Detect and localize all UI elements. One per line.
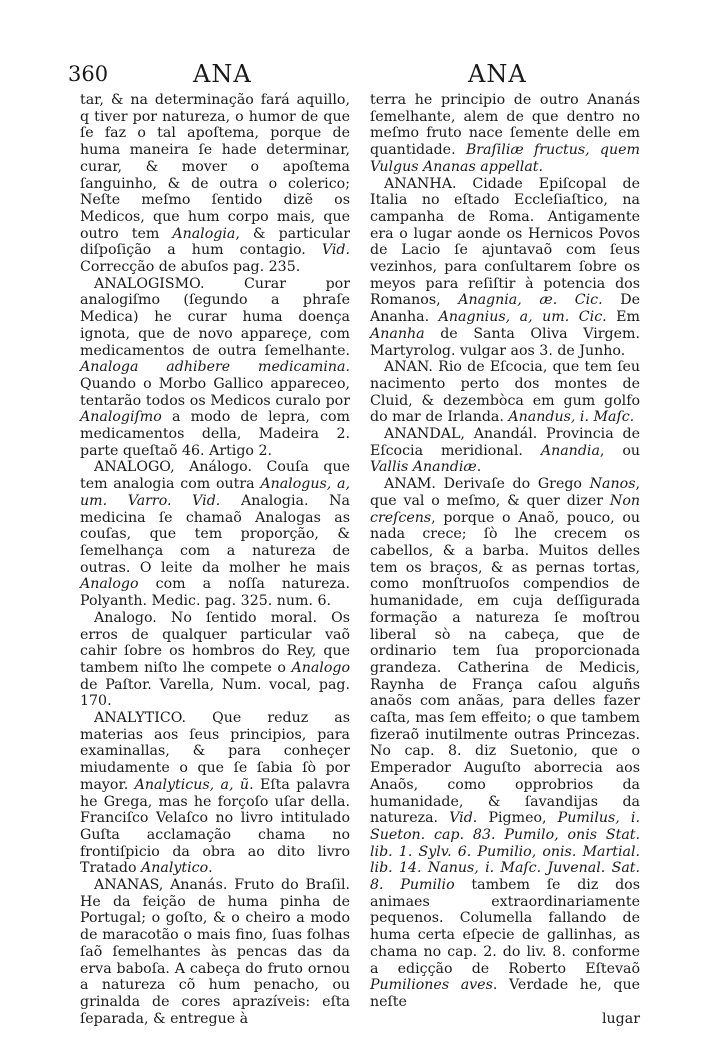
entry-text: Correcção de abuſos pag. 235. xyxy=(80,259,301,276)
entry-text: ANANDAL, Anandál. Provincia de Eſcocia meridional. xyxy=(370,426,640,459)
entry-text xyxy=(172,493,193,509)
dictionary-entry xyxy=(80,276,350,460)
entry-text: Analogo. No ſentido moral. Os erros de qualquer particular vaõ cahir ſobre os hombros do Rey, que tambem niſto lhe compete o xyxy=(80,609,350,676)
italic-latin-text: Ananha xyxy=(370,325,425,342)
entry-text: Pigmeo, xyxy=(477,810,558,827)
italic-latin-text: Pumilus, i. Sueton. cap. 83. Pumilo, onis Stat. lib. 1. Sylv. 6. Pumilio, onis. Martial. lib. 14. Nanus, i. Maſc. Juvenal. Sat. 8. Pumilio xyxy=(370,810,640,894)
entry-text: lugar xyxy=(602,1010,640,1027)
italic-latin-text: Analoga adhibere medicamina. xyxy=(80,359,350,376)
entry-text: ANANHA. Cidade Epiſcopal de Italia no eſtado Eccleſiaſtico, na campanha de Roma. Antigamente era o lugar aonde os Hernicos Povos de Lacio ſe ajuntavaõ com ſeus vezinhos, para conſultarem ſobre os meyos para reſiſtir à potencia dos Romanos, xyxy=(370,175,640,309)
italic-latin-text: Vid. xyxy=(321,242,350,259)
entry-text: ANAN. Rio de Eſcocia, que tem ſeu nacimento perto dos montes de Cluid, & dezembòca em gum golfo do mar de Irlanda. xyxy=(370,359,640,426)
italic-latin-text: Vallis Anandiæ xyxy=(370,459,477,476)
italic-latin-text: Non creſcens xyxy=(370,492,640,526)
entry-text: , ou xyxy=(599,442,641,459)
dictionary-entry xyxy=(80,877,350,1027)
italic-latin-text: Analogus, a, um. Varro. xyxy=(80,476,350,509)
entry-text: . xyxy=(208,860,213,877)
italic-latin-text: Vid. xyxy=(192,492,221,509)
entry-text: ANALYTICO. Que reduz as materias aos ſeus principios, para examinallas, & para conheçer miudamente o que ſe ſabia ſò por mayor. xyxy=(80,710,350,793)
page-number: 360 xyxy=(68,62,109,86)
entry-text: tambem ſe diz dos animaes extraordinariamente pequenos. Columella fallando de huma certa eſpecie de gallinhas, as chama no cap. 2. do liv. 8. conforme a ediçção de Roberto Eſtevaõ xyxy=(370,877,640,977)
entry-text: Analogia. Na medicina ſe chamaõ Analogas as couſas, que tem proporção, & ſemelhança com a natureza de outras. O leite da molher he mais xyxy=(80,492,350,576)
italic-latin-text: Analogo xyxy=(80,576,139,593)
entry-text: de Paſtor. Varella, Num. vocal, pag. 170. xyxy=(80,676,350,710)
italic-latin-text: Anandus, i. Maſc. xyxy=(508,409,635,426)
entry-text: ANALOGO, Análogo. Couſa que tem analogia com outra xyxy=(80,459,350,493)
italic-latin-text: Analogiſmo xyxy=(80,409,162,426)
entry-text: ANALOGISMO. Curar por analogiſmo (ſegundo a phraſe Medica) he curar huma doença ignota, que de novo appareçe, com medicamentos de outra ſemelhante. xyxy=(80,275,350,359)
entry-text: Eſta palavra he Grega, mas he forçoſo uſar della. Franciſco Velaſco no livro intitulado Guſta acclamação chama no frontiſpicio da obra ao dito livro Tratado xyxy=(80,776,350,877)
italic-latin-text: Pumiliones aves xyxy=(370,977,493,994)
italic-latin-text: Analogia xyxy=(172,225,236,242)
entry-text: , que val o meſmo, & quer dizer xyxy=(370,476,640,509)
italic-latin-text: Braſiliæ fructus, quem Vulgus Ananas appellat. xyxy=(370,142,640,175)
entry-text: , porque o Anaõ, pouco, ou nada crece; ſò lhe crecem os cabellos, & a barba. Muitos delles tem os braços, & as pernas tortas, como monſtruoſos compendios de humanidade, em cuja deſſigurada formação a natureza ſe moſtrou liberal sò na cabeça, que de ordinario tem ſua proporcionada grandeza. Catherina de Medicis, Raynha de França caſou alguñs anaõs com anãas, para delles fazer caſta, mas ſem effeito; o que tambem fizeraõ inutilmente outras Princezas. No cap. 8. diz Suetonio, que o Emperador Auguſto aborrecia aos Anaõs, como opprobrios da humanidade, & ſavandijas da natureza. xyxy=(370,509,640,827)
dictionary-entry xyxy=(80,610,350,710)
dictionary-entry xyxy=(370,176,640,360)
right-running-head: ANA xyxy=(468,60,527,88)
running-header xyxy=(68,60,648,90)
italic-latin-text: Analytico xyxy=(141,860,209,877)
entry-text: com a noſſa natureza. Polyanth. Medic. pag. 325. num. 6. xyxy=(80,576,350,610)
italic-latin-text: Anagnius, a, um. Cic. xyxy=(438,309,607,326)
left-column xyxy=(80,92,350,1027)
entry-text: De Ananha. xyxy=(370,292,640,326)
dictionary-entry xyxy=(80,710,350,877)
entry-text: ANAM. Derivaſe do Grego xyxy=(384,476,590,493)
italic-latin-text: Anandia xyxy=(540,442,600,459)
italic-latin-text: Vid. xyxy=(449,810,478,827)
left-running-head: ANA xyxy=(193,60,252,88)
catchword xyxy=(370,1011,640,1028)
dictionary-entry xyxy=(370,359,640,426)
entry-text: , & particular diſpoſição a hum contagio. xyxy=(80,225,350,259)
entry-text: a modo de lepra, com medicamentos della, Madeira 2. parte queſtaõ 46. Artigo 2. xyxy=(80,409,350,459)
entry-text: de Santa Oliva Virgem. Martyrolog. vulgar aos 3. de Junho. xyxy=(370,325,640,359)
dictionary-entry xyxy=(80,92,350,276)
right-column xyxy=(370,92,641,1027)
italic-latin-text: Nanos xyxy=(589,476,636,493)
entry-text: terra he principio de outro Ananás ſemelhante, alem de que dentro no meſmo fruto nace ſemente delle em quantidade. xyxy=(370,92,640,159)
entry-text: . Verdade he, que neſte xyxy=(370,977,641,1010)
entry-text: Em xyxy=(606,309,640,326)
dictionary-entry xyxy=(370,476,640,1011)
italic-latin-text: Analogo xyxy=(291,659,350,676)
entry-text: tar, & na determinação fará aquillo, q tiver por natureza, o humor de que ſe faz o tal apoſtema, porque de huma maneira ſe hade determinar, curar, & mover o apoſtema ſanguinho, & de outra o colerico; Neſte meſmo ſentido dizẽ os Medicos, que hum corpo mais, que outro tem xyxy=(80,92,350,242)
dictionary-entry xyxy=(80,459,350,609)
entry-text: ANANAS, Ananás. Fruto do Braſil. He da feição de huma pinha de Portugal; o goſto, & o cheiro a modo de maracotão o mais fino, ſuas folhas ſaõ ſemelhantes às pencas das da erva baboſa. A cabeça do fruto ornou a natureza cõ hum penacho, ou grinalda de cores aprazíveis: eſta ſeparada, & entregue à xyxy=(80,877,350,1027)
entry-text: Quando o Morbo Gallico appareceo, tentarão todos os Medicos curalo por xyxy=(80,375,350,409)
italic-latin-text: Anagnia, æ. Cic. xyxy=(458,292,603,309)
dictionary-entry xyxy=(370,92,640,176)
dictionary-entry xyxy=(370,426,640,476)
italic-latin-text: Analyticus, a, ũ. xyxy=(134,776,254,793)
entry-text: . xyxy=(476,459,482,476)
